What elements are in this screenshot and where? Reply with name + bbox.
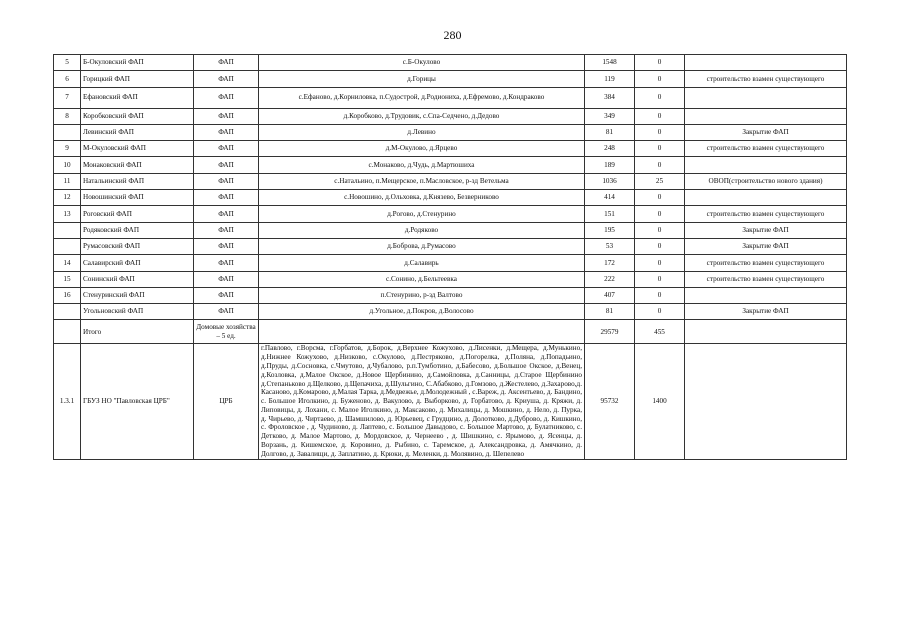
population-cell: 81 xyxy=(585,304,635,320)
facility-name-cell: Горицкий ФАП xyxy=(81,71,194,87)
table-row xyxy=(54,71,847,87)
served-settlements-cell: д.Угольное, д.Покров, д.Волосово xyxy=(259,304,585,320)
facility-type-cell: ФАП xyxy=(194,141,259,157)
table-row xyxy=(54,304,847,320)
served-settlements-cell: с.Ефаново, д.Корниловка, п.Судострой, д.Родиониха, д.Ефремово, д.Кондраково xyxy=(259,87,585,108)
row-number-cell: 11 xyxy=(54,173,81,189)
population-cell: 172 xyxy=(585,255,635,271)
row-number-cell: 8 xyxy=(54,108,81,124)
facility-name-cell: Левинский ФАП xyxy=(81,124,194,140)
population-cell: 384 xyxy=(585,87,635,108)
facility-type-cell: ФАП xyxy=(194,108,259,124)
table-row xyxy=(54,206,847,222)
capacity-value-cell: 0 xyxy=(635,108,685,124)
facility-name-cell: Б-Окуловский ФАП xyxy=(81,55,194,71)
population-cell: 53 xyxy=(585,238,635,254)
table-row xyxy=(54,271,847,287)
plan-note-cell xyxy=(685,55,847,71)
capacity-value-cell: 0 xyxy=(635,206,685,222)
total-facility-type-cell: Домовые хозяйства – 5 ед. xyxy=(194,320,259,344)
population-cell: 189 xyxy=(585,157,635,173)
facility-name-cell: Родяковский ФАП xyxy=(81,222,194,238)
facility-type-cell: ФАП xyxy=(194,55,259,71)
table-row xyxy=(54,141,847,157)
crb-plan-note-cell xyxy=(685,344,847,459)
page-number: 280 xyxy=(443,28,462,42)
facility-name-cell: Роговский ФАП xyxy=(81,206,194,222)
facility-type-cell: ФАП xyxy=(194,173,259,189)
capacity-value-cell: 0 xyxy=(635,124,685,140)
served-settlements-cell: с.Новошино, д.Ольховка, д.Князево, Безверниково xyxy=(259,190,585,206)
crb-capacity-value-cell: 1400 xyxy=(635,344,685,459)
facility-name-cell: М-Окуловский ФАП xyxy=(81,141,194,157)
table-body xyxy=(54,55,847,460)
served-settlements-cell: с.Сонино, д.Бельтеевка xyxy=(259,271,585,287)
population-cell: 349 xyxy=(585,108,635,124)
facility-name-cell: Угольновский ФАП xyxy=(81,304,194,320)
capacity-value-cell: 0 xyxy=(635,238,685,254)
table-row xyxy=(54,222,847,238)
row-number-cell: 5 xyxy=(54,55,81,71)
table-row xyxy=(54,190,847,206)
population-cell: 81 xyxy=(585,124,635,140)
facility-name-cell: Салавирский ФАП xyxy=(81,255,194,271)
row-number-cell xyxy=(54,124,81,140)
served-settlements-cell: д.Салавирь xyxy=(259,255,585,271)
capacity-value-cell: 0 xyxy=(635,255,685,271)
crb-population-cell: 95732 xyxy=(585,344,635,459)
served-settlements-cell: с.Монаково, д.Чудь, д.Мартюшиха xyxy=(259,157,585,173)
population-cell: 195 xyxy=(585,222,635,238)
row-number-cell: 16 xyxy=(54,287,81,303)
plan-note-cell xyxy=(685,108,847,124)
population-cell: 1036 xyxy=(585,173,635,189)
row-number-cell: 14 xyxy=(54,255,81,271)
row-number-cell xyxy=(54,304,81,320)
facility-type-cell: ФАП xyxy=(194,222,259,238)
total-row xyxy=(54,320,847,344)
capacity-value-cell: 0 xyxy=(635,190,685,206)
table-row xyxy=(54,255,847,271)
plan-note-cell: ОВОП(строительство нового здания) xyxy=(685,173,847,189)
table-row xyxy=(54,238,847,254)
plan-note-cell: строительство взамен существующего xyxy=(685,255,847,271)
plan-note-cell: строительство взамен существующего xyxy=(685,71,847,87)
facility-name-cell: Коробковский ФАП xyxy=(81,108,194,124)
facility-type-cell: ФАП xyxy=(194,206,259,222)
row-number-cell: 13 xyxy=(54,206,81,222)
served-settlements-cell: д.Коробково, д.Трудовик, с.Спа-Седчено, д.Дедово xyxy=(259,108,585,124)
capacity-value-cell: 25 xyxy=(635,173,685,189)
total-population-cell: 29579 xyxy=(585,320,635,344)
total-capacity-value-cell: 455 xyxy=(635,320,685,344)
facility-name-cell: Натальинский ФАП xyxy=(81,173,194,189)
table-row xyxy=(54,108,847,124)
row-number-cell: 9 xyxy=(54,141,81,157)
capacity-value-cell: 0 xyxy=(635,271,685,287)
served-settlements-cell: д.Родяково xyxy=(259,222,585,238)
population-cell: 119 xyxy=(585,71,635,87)
table-row xyxy=(54,157,847,173)
population-cell: 151 xyxy=(585,206,635,222)
served-settlements-cell: д.Левино xyxy=(259,124,585,140)
plan-note-cell: Закрытие ФАП xyxy=(685,222,847,238)
row-number-cell: 12 xyxy=(54,190,81,206)
capacity-value-cell: 0 xyxy=(635,304,685,320)
facility-name-cell: Стенуринский ФАП xyxy=(81,287,194,303)
facility-type-cell: ФАП xyxy=(194,87,259,108)
plan-note-cell: строительство взамен существующего xyxy=(685,206,847,222)
population-cell: 1548 xyxy=(585,55,635,71)
capacity-value-cell: 0 xyxy=(635,287,685,303)
table-row xyxy=(54,124,847,140)
plan-note-cell: строительство взамен существующего xyxy=(685,141,847,157)
facility-name-cell: Монаковский ФАП xyxy=(81,157,194,173)
plan-note-cell: Закрытие ФАП xyxy=(685,124,847,140)
total-served-settlements-cell xyxy=(259,320,585,344)
crb-facility-type-cell: ЦРБ xyxy=(194,344,259,459)
crb-row-number-cell: 1.3.1 xyxy=(54,344,81,459)
served-settlements-cell: с.Б-Окулово xyxy=(259,55,585,71)
population-cell: 407 xyxy=(585,287,635,303)
population-cell: 414 xyxy=(585,190,635,206)
served-settlements-cell: д.Горицы xyxy=(259,71,585,87)
facility-type-cell: ФАП xyxy=(194,190,259,206)
plan-note-cell xyxy=(685,157,847,173)
capacity-value-cell: 0 xyxy=(635,222,685,238)
capacity-value-cell: 0 xyxy=(635,157,685,173)
facility-name-cell: Румасовский ФАП xyxy=(81,238,194,254)
served-settlements-cell: с.Натальино, п.Мещерское, п.Масловское, р-зд Ветельма xyxy=(259,173,585,189)
row-number-cell xyxy=(54,222,81,238)
facility-name-cell: Ефановский ФАП xyxy=(81,87,194,108)
served-settlements-cell: п.Стенурино, р-зд Валтово xyxy=(259,287,585,303)
plan-note-cell xyxy=(685,287,847,303)
capacity-value-cell: 0 xyxy=(635,141,685,157)
served-settlements-cell: д.Рогово, д.Стенурино xyxy=(259,206,585,222)
crb-served-settlements-cell: г.Павлово, г.Ворсма, г.Горбатов, д.Борок, д.Верхнее Кожухово, д.Лисенки, д.Мещера, д.Мунькино, д.Нижнее Кожухово, д.Низково, с.Окулово, д.Пестряково, д.Погорелка, д.Поляна, д.Попадьино, д.Пруды, д.Сосновка, с.Чмутово, д.Чубалово, р.п.Тумботино, д.Бабесово, д.Большое Окское, д.Венец, д.Козловка, д.Малое Окское, д.Новое Щербинино, д.Самойловка, д.Санницы, д.Старое Щербинино д.Степаньково д.Щелково, д.Щепачиха, д.Шульгино, С.Абабково, д.Гомзово, д.Жестелево, д.Захарово,д. Касаново, д.Комарово, д.Малая Тарка, д.Медвежье, д.Молодежный , с.Вареж, д. Аксентьево, д. Бандино, с. Большое Иголкино, д. Буженово, д. Вакулово, д. Выборково, д. Горбатово, д. Криуша, д. Кряжи, д. Липовицы, д. Лохани, с. Малое Иголкино, д. Максаково, д. Михалицы, д. Мошкино, д. Нело, д. Пурка, д. Чирьево, д. Чиртаево, д. Шамшилово, д. Юрьевец, с Грудцино, д. Долотково, д.Дуброво, д. Кишкино, с. Фроловское , д. Чудиново, д. Лаптево, с. Большое Давыдово, с. Большое Мартово, д. Булатниково, с. Детково, д. Малое Мартово, д. Мордовское, д. Чернеево , д. Шишкино, с. Ярымово, д. Ясенцы, д. Ворзань, д. Кишемское, д. Коровино, д. Рыбино, с. Таремское, д. Александровка, д. Амячкино, д. Долгово, д. Завалищи, д. Заплатино, д. Крюки, д. Меленки, д. Молявино, д. Шепелево xyxy=(259,344,585,459)
plan-note-cell xyxy=(685,87,847,108)
table-row xyxy=(54,55,847,71)
plan-note-cell: Закрытие ФАП xyxy=(685,238,847,254)
row-number-cell: 10 xyxy=(54,157,81,173)
served-settlements-cell: д.М-Окулово, д.Ярцево xyxy=(259,141,585,157)
capacity-value-cell: 0 xyxy=(635,71,685,87)
plan-note-cell xyxy=(685,190,847,206)
row-number-cell: 6 xyxy=(54,71,81,87)
facility-type-cell: ФАП xyxy=(194,238,259,254)
facilities-table xyxy=(53,54,847,460)
facility-type-cell: ФАП xyxy=(194,271,259,287)
table-row xyxy=(54,287,847,303)
population-cell: 222 xyxy=(585,271,635,287)
facility-type-cell: ФАП xyxy=(194,287,259,303)
row-number-cell: 7 xyxy=(54,87,81,108)
plan-note-cell: строительство взамен существующего xyxy=(685,271,847,287)
facility-type-cell: ФАП xyxy=(194,124,259,140)
population-cell: 248 xyxy=(585,141,635,157)
served-settlements-cell: д.Боброва, д.Румасово xyxy=(259,238,585,254)
total-facility-name-cell: Итого xyxy=(81,320,194,344)
facility-name-cell: Новошинский ФАП xyxy=(81,190,194,206)
capacity-value-cell: 0 xyxy=(635,55,685,71)
total-plan-note-cell xyxy=(685,320,847,344)
table-row xyxy=(54,173,847,189)
facility-type-cell: ФАП xyxy=(194,255,259,271)
facility-type-cell: ФАП xyxy=(194,304,259,320)
crb-row xyxy=(54,344,847,459)
facility-type-cell: ФАП xyxy=(194,157,259,173)
facility-name-cell: Сонинский ФАП xyxy=(81,271,194,287)
row-number-cell: 15 xyxy=(54,271,81,287)
table-row xyxy=(54,87,847,108)
plan-note-cell: Закрытие ФАП xyxy=(685,304,847,320)
capacity-value-cell: 0 xyxy=(635,87,685,108)
total-row-number-cell xyxy=(54,320,81,344)
crb-facility-name-cell: ГБУЗ НО "Павловская ЦРБ" xyxy=(81,344,194,459)
facility-type-cell: ФАП xyxy=(194,71,259,87)
row-number-cell xyxy=(54,238,81,254)
